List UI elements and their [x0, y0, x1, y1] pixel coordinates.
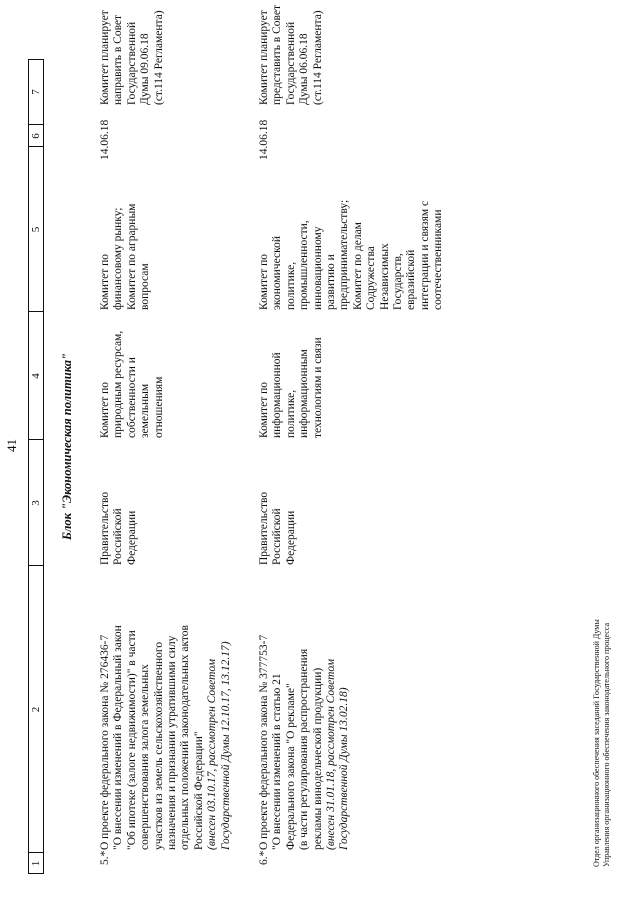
date: 14.06.18 [99, 119, 111, 160]
project-line: О проекте федерального закона № 276436-7 [99, 634, 111, 850]
committee-line: Комитет по [99, 254, 111, 310]
committee-line: Содружества [365, 246, 378, 310]
initiator [99, 475, 139, 565]
project-line: (в части регулирования распространения [298, 648, 311, 850]
project-line: отдельных положений законодательных актов [179, 625, 192, 850]
column-header-row [28, 59, 44, 874]
footer-line: Отдел организационного обеспечения заседаний Государственной Думы [592, 619, 601, 867]
column-header-4: 4 [30, 373, 42, 379]
committee-line: вопросам [139, 263, 152, 310]
committee-line: соотечественниками [432, 209, 445, 310]
committee-line: отношениям [152, 376, 165, 438]
column-header-1: 1 [30, 860, 42, 867]
committee-line: финансовому рынку; [112, 207, 125, 310]
committee-line: Государств, [392, 253, 405, 310]
project-line: "Об ипотеке (залоге недвижимости)" в части [125, 630, 138, 850]
project-note-line: Государственной Думы 13.02.18) [338, 687, 351, 850]
note-line: представить в Совет [271, 4, 284, 105]
note-line: Комитет планирует [258, 10, 270, 105]
committee-line: инновационному [311, 226, 324, 310]
note-line: Государственной [125, 21, 138, 105]
initiator-line: Российской [112, 508, 125, 565]
committee-line: интеграции и связям с [418, 200, 431, 310]
committee-line: Комитет по аграрным [125, 203, 138, 310]
committee-line: экономической [271, 236, 284, 310]
committee-line: развитию и [325, 254, 338, 310]
committee-line: технологиям и связи [311, 337, 324, 438]
project-line: Федерального закона "О рекламе" [284, 683, 297, 850]
committee-line: политике, [284, 261, 297, 310]
responsible-committee [258, 310, 325, 438]
row-number: 6.* [258, 850, 270, 865]
coexecutor-committees [99, 160, 153, 310]
column-header-7: 7 [30, 89, 42, 95]
project-line: "О внесении изменений в Федеральный закон [112, 625, 125, 850]
project-note-line: (внесен 31.01.18, рассмотрен Советом [325, 658, 338, 850]
note-line: (ст.114 Регламента) [152, 10, 165, 105]
committee-line: природным ресурсам, [112, 330, 125, 438]
page-number: 41 [4, 439, 19, 452]
committee-line: информационным [298, 349, 311, 438]
column-header-6: 6 [30, 133, 42, 139]
initiator-line: Федерации [284, 510, 297, 565]
column-header-3: 3 [30, 500, 42, 506]
committee-line: Независимых [378, 243, 391, 310]
project-description [99, 560, 233, 850]
committee-line: Комитет по [99, 382, 111, 438]
initiator-line: Правительство [258, 491, 270, 565]
initiator-line: Федерации [125, 510, 138, 565]
footer-line: Управления организационного обеспечения законодательного процесса [602, 622, 611, 867]
note-line: (ст.114 Регламента) [311, 10, 324, 105]
coexecutor-committees [258, 160, 446, 310]
project-note-line: (внесен 03.10.17, рассмотрен Советом [206, 658, 219, 850]
committee-line: земельным [139, 383, 152, 438]
project-line: рекламы винодельческой продукции) [311, 667, 324, 850]
note-line: Комитет планирует [99, 10, 111, 105]
committee-line: информационной [271, 352, 284, 438]
project-line: Российской Федерации" [192, 731, 205, 850]
note-line: Думы 06.06.18 [298, 33, 311, 105]
column-header-2: 2 [30, 706, 42, 713]
row-number: 5.* [99, 850, 111, 865]
project-note-line: Государственной Думы 12.10.17, 13.12.17) [219, 641, 232, 850]
committee-line: Комитет по делам [351, 222, 364, 310]
initiator [258, 475, 298, 565]
note-line: Государственной [284, 21, 297, 105]
footer [592, 619, 612, 867]
committee-line: политике, [284, 389, 297, 438]
project-line: назначения и признании утратившими силу [166, 635, 179, 850]
note-line: Думы 09.06.18 [139, 33, 152, 105]
project-description [258, 560, 352, 850]
initiator-line: Правительство [99, 491, 111, 565]
committee-line: Комитет по [258, 254, 270, 310]
note [99, 0, 166, 105]
initiator-line: Российской [271, 508, 284, 565]
note-line: направить в Совет [112, 14, 125, 105]
project-line: совершенствования залога земельных [139, 664, 152, 850]
committee-line: предпринимательству; [338, 199, 351, 310]
column-header-5: 5 [30, 226, 42, 233]
committee-line: собственности и [125, 357, 138, 438]
date: 14.06.18 [258, 119, 270, 160]
committee-line: Комитет по [258, 382, 270, 438]
project-line: "О внесении изменений в статью 21 [271, 673, 284, 850]
committee-line: евразийской [405, 249, 418, 310]
responsible-committee [99, 310, 166, 438]
note [258, 0, 325, 105]
committee-line: промышленности, [298, 220, 311, 310]
block-title: Блок "Экономическая политика" [60, 353, 74, 540]
project-line: участков из земель сельскохозяйственного [152, 641, 165, 850]
project-line: О проекте федерального закона № 377753-7 [258, 634, 270, 850]
